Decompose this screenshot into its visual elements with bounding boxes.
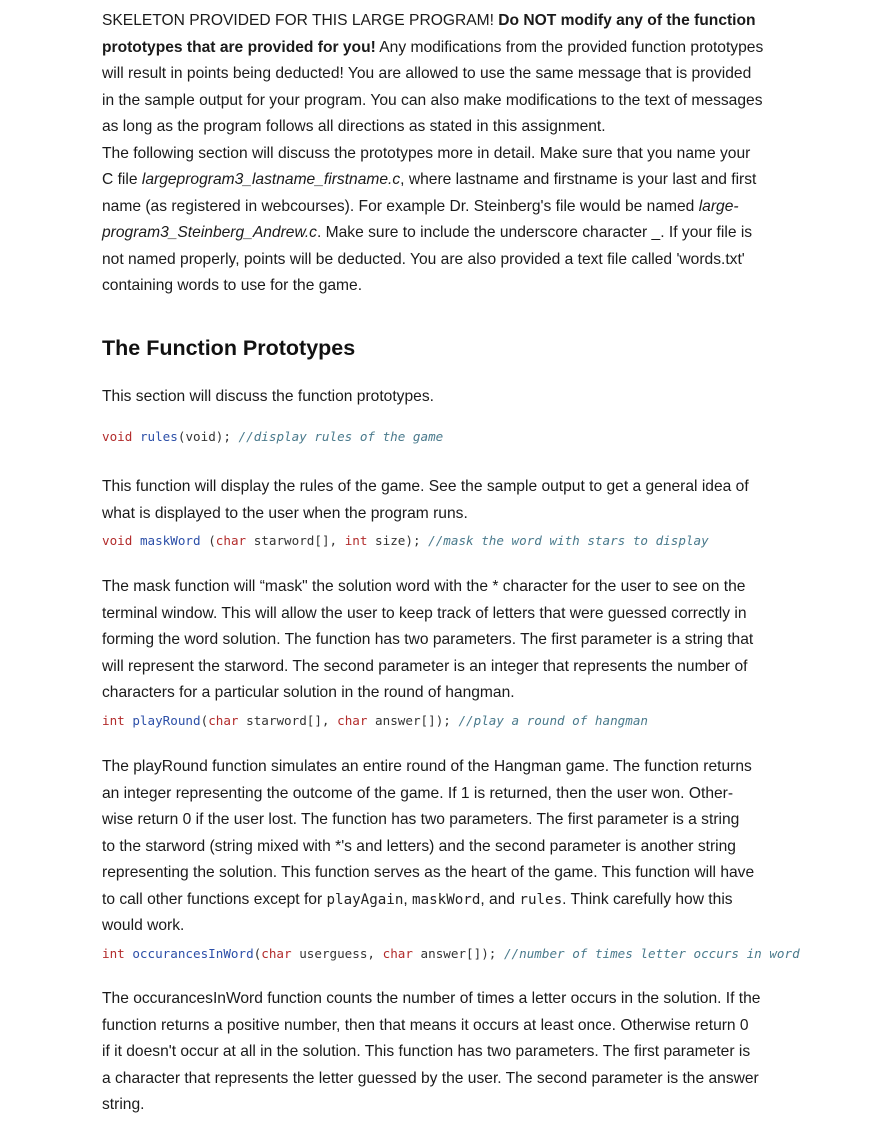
intro-line: containing words to use for the game.	[102, 277, 363, 294]
intro-line: not named properly, points will be deducted. You are also provided a text file called 'words.txt'	[102, 250, 745, 268]
rules-description: This function will display the rules of the game. See the sample output to get a general idea of what is displayed to the user when the program runs.	[102, 478, 749, 522]
section-heading: The Function Prototypes	[102, 336, 356, 360]
rules-prototype: void rules(void); //display rules of the game	[102, 429, 444, 444]
intro-line: prototypes that are provided for you! Any modifications from the provided function prototypes	[102, 38, 764, 56]
maskword-description: The mask function will “mask" the solution word with the * character for the user to see on the terminal window. This will allow the user to keep track of letters that were guessed correctly in forming the word solution. The function has two parameters. The first parameter is a string that will represent the starword. The second parameter is an integer that represents the number of characters for a particular solution in the round of hangman.	[102, 578, 754, 701]
intro-line: name (as registered in webcourses). For example Dr. Steinberg's file would be named large-	[102, 197, 739, 215]
intro-paragraph	[102, 8, 792, 300]
intro-line: as long as the program follows all directions as stated in this assignment.	[102, 118, 606, 135]
occurances-prototype: int occurancesInWord(char userguess, char answer[]); //number of times letter occurs in word	[102, 946, 800, 961]
section-intro: This section will discuss the function prototypes.	[102, 388, 434, 405]
playround-prototype: int playRound(char starword[], char answer[]); //play a round of hangman	[102, 713, 649, 728]
occurances-description: The occurancesInWord function counts the number of times a letter occurs in the solution. If the function returns a positive number, then that means it occurs at least once. Otherwise return 0 if it doesn't occur at all in the solution. This function has two parameters. The first parameter is a character that represents the letter guessed by the user. The second parameter is the answer string.	[102, 990, 761, 1113]
intro-line: C file largeprogram3_lastname_firstname.c, where lastname and firstname is your last and first	[102, 171, 757, 188]
intro-line: SKELETON PROVIDED FOR THIS LARGE PROGRAM! Do NOT modify any of the function	[102, 12, 756, 29]
intro-line: The following section will discuss the prototypes more in detail. Make sure that you name your	[102, 144, 751, 162]
playround-description: The playRound function simulates an entire round of the Hangman game. The function returns an integer representing the outcome of the game. If 1 is returned, then the user won. Other- wise return 0 if the user lost. The function has two parameters. The first parameter is a string to the starword (string mixed with *'s and letters) and the second parameter is another string representing the solution. This function serves as the heart of the game. This function will have to call other functions except for playAgain, maskWord, and rules. Think carefully how this would work.	[102, 758, 755, 934]
intro-line: program3_Steinberg_Andrew.c. Make sure to include the underscore character _. If your file is	[102, 224, 753, 241]
intro-line: in the sample output for your program. You can also make modifications to the text of messages	[102, 91, 763, 109]
intro-line: will result in points being deducted! You are allowed to use the same message that is provided	[102, 65, 752, 82]
maskword-prototype: void maskWord (char starword[], int size); //mask the word with stars to display	[102, 533, 709, 548]
